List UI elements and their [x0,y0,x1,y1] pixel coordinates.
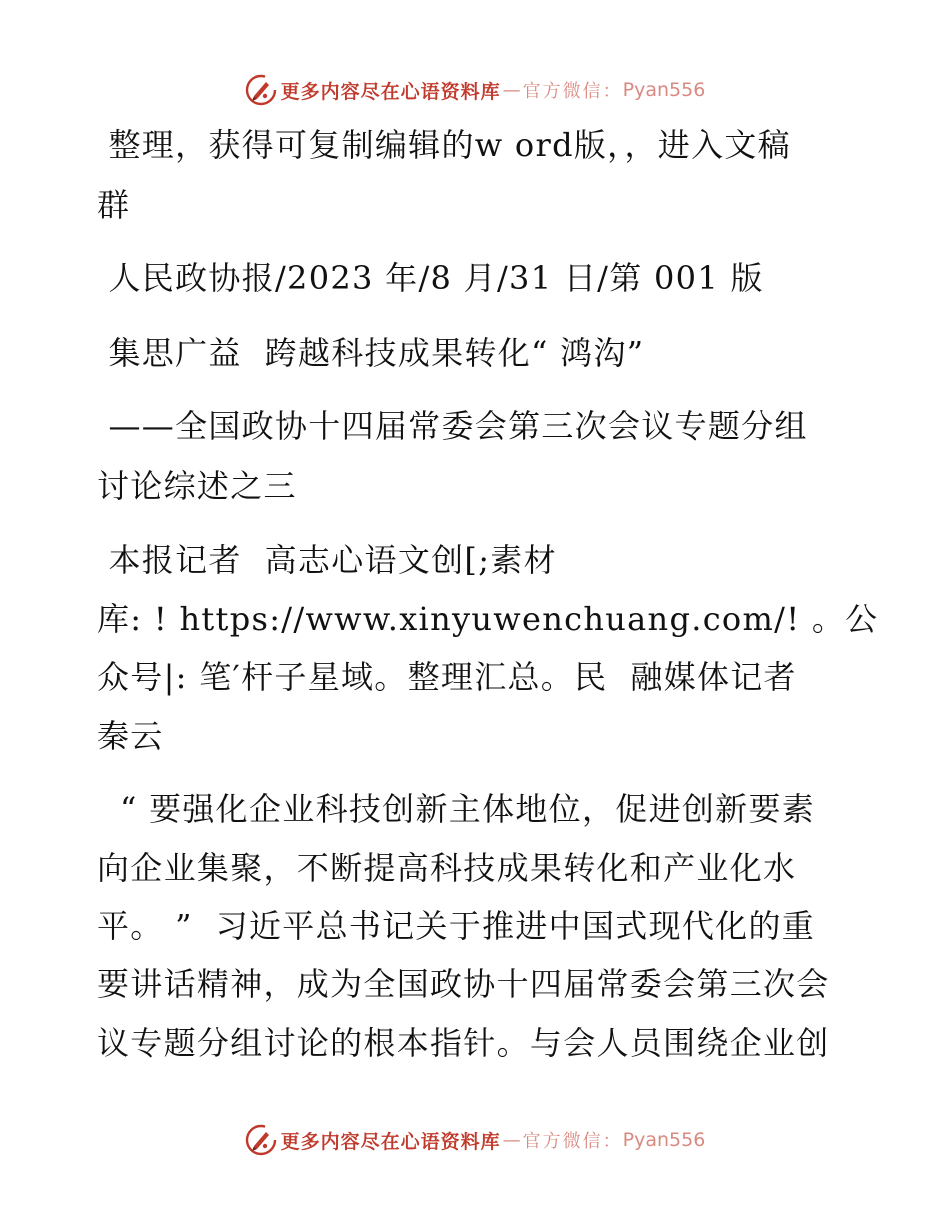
banner-main-text: 更多内容尽在心语资料库 [280,1130,501,1153]
banner-main-text: 更多内容尽在心语资料库 [280,80,501,103]
text-line: 人民政协报/2023 年/8 月/31 日/第 001 版 [97,259,764,297]
logo-icon [245,74,277,106]
banner-wechat-id: Pyan556 [622,79,706,101]
text-line: 平。 ” 习近平总书记关于推进中国式现代化的重 [97,907,816,945]
text-line: 众号|: 笔′杆子星域。整理汇总。民 融媒体记者 [97,658,797,696]
text-line: 议专题分组讨论的根本指针。与会人员围绕企业创 [97,1024,830,1062]
text-line: 本报记者 高志心语文创[;素材 [97,541,557,579]
text-line: “ 要强化企业科技创新主体地位，促进创新要素 [97,790,816,828]
banner-wechat-label: 官方微信： [522,81,623,102]
text-line: 群 [97,186,131,224]
text-line: 要讲话精神，成为全国政协十四届常委会第三次会 [97,965,830,1003]
footer-banner [0,1122,950,1158]
banner-wechat-label: 官方微信： [522,1131,623,1152]
text-line: ——全国政协十四届常委会第三次会议专题分组 [97,407,808,445]
text-line: 向企业集聚，不断提高科技成果转化和产业化水 [97,849,797,887]
text-line: 整理，获得可复制编辑的w ord版，，进入文稿 [97,126,791,164]
text-line: 集思广益 跨越科技成果转化“ 鸿沟” [97,334,645,372]
logo-icon [245,1124,277,1156]
banner-wechat-id: Pyan556 [622,1129,706,1151]
banner-separator: — [502,79,521,101]
text-line: 秦云 [97,717,164,755]
banner-separator: — [502,1129,521,1151]
text-line: 库: ! https://www.xinyuwenchuang.com/! 。公 [97,600,879,638]
header-banner [0,72,950,108]
text-line: 讨论综述之三 [97,467,297,505]
